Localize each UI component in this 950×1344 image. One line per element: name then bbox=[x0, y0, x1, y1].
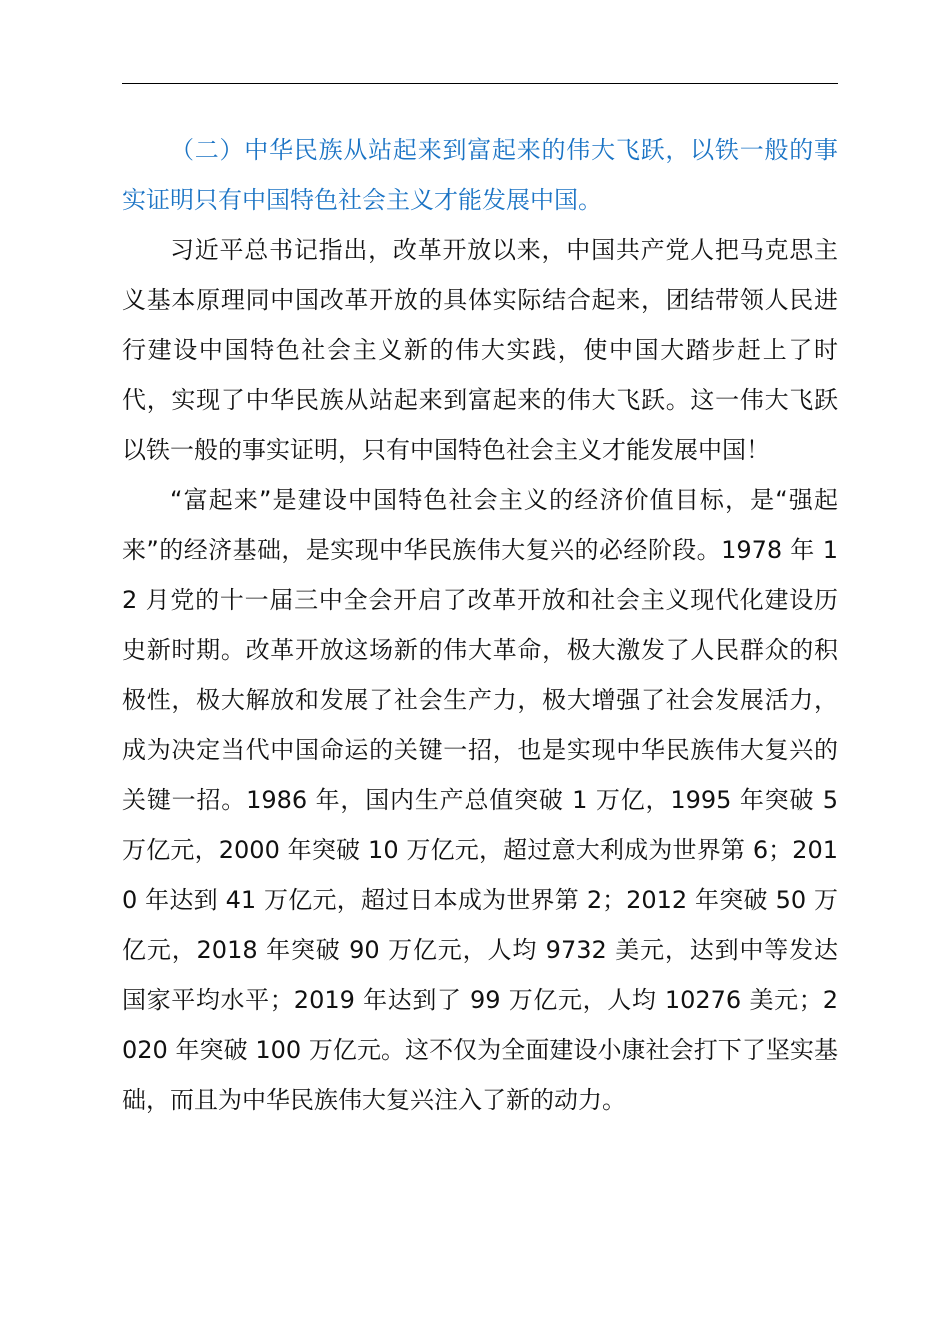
section-heading: （二）中华民族从站起来到富起来的伟大飞跃，以铁一般的事实证明只有中国特色社会主义才能发展中国。 bbox=[122, 136, 838, 214]
body-paragraph-1: 习近平总书记指出，改革开放以来，中国共产党人把马克思主义基本原理同中国改革开放的具体实际结合起来，团结带领人民进行建设中国特色社会主义新的伟大实践，使中国大踏步赶上了时代，实现了中华民族从站起来到富起来的伟大飞跃。这一伟大飞跃以铁一般的事实证明，只有中国特色社会主义才能发展中国！ bbox=[122, 236, 838, 464]
body-paragraph-2: “富起来”是建设中国特色社会主义的经济价值目标，是“强起来”的经济基础，是实现中华民族伟大复兴的必经阶段。1978 年 12 月党的十一届三中全会开启了改革开放和社会主义现代化建设历史新时期。改革开放这场新的伟大革命，极大激发了人民群众的积极性，极大解放和发展了社会生产力，极大增强了社会发展活力，成为决定当代中国命运的关键一招，也是实现中华民族伟大复兴的关键一招。1986 年，国内生产总值突破 1 万亿，1995 年突破 5 万亿元，2000 年突破 10 万亿元，超过意大利成为世界第 6；2010 年达到 41 万亿元，超过日本成为世界第 2；2012 年突破 50 万亿元，2018 年突破 90 万亿元，人均 9732 美元，达到中等发达国家平均水平；2019 年达到了 99 万亿元，人均 10276 美元；2020 年突破 100 万亿元。这不仅为全面建设小康社会打下了坚实基础，而且为中华民族伟大复兴注入了新的动力。 bbox=[122, 486, 838, 1114]
document-body bbox=[122, 125, 838, 1125]
header-divider bbox=[122, 83, 838, 84]
